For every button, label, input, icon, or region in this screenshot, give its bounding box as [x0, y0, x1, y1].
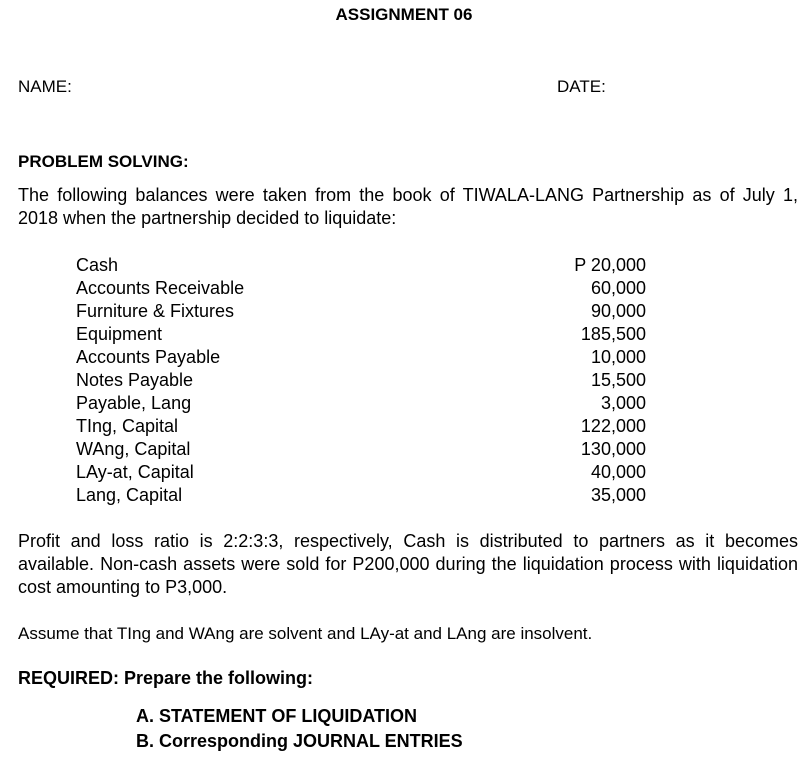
- balance-row: [76, 277, 646, 300]
- balance-amount: 130,000: [580, 439, 646, 459]
- balance-row: [76, 484, 646, 507]
- balance-account: Equipment: [76, 324, 163, 344]
- balance-account: WAng, Capital: [76, 439, 191, 459]
- balance-amount: 3,000: [600, 393, 646, 413]
- balance-account: Payable, Lang: [76, 393, 192, 413]
- problem-solving-heading: PROBLEM SOLVING:: [18, 152, 189, 171]
- balance-row: [76, 415, 646, 438]
- balance-amount: 90,000: [590, 301, 646, 321]
- balance-account: Accounts Payable: [76, 347, 221, 367]
- balance-amount: 15,500: [590, 370, 646, 390]
- date-label: DATE:: [557, 77, 606, 96]
- name-label: NAME:: [18, 77, 72, 96]
- balance-amount: P 20,000: [574, 255, 646, 275]
- balance-account: Furniture & Fixtures: [76, 301, 235, 321]
- solvency-assumption: Assume that TIng and WAng are solvent and LAy-at and LAng are insolvent.: [18, 624, 593, 643]
- balance-account: Cash: [76, 255, 119, 275]
- balance-amount: 35,000: [590, 485, 646, 505]
- balance-row: [76, 369, 646, 392]
- profit-loss-ratio-paragraph: Profit and loss ratio is 2:2:3:3, respectively, Cash is distributed to partners as it becomes available. Non-cash assets were sold for P200,000 during the liquidation process with liquidation cost amounting to P3,000.: [18, 531, 798, 597]
- balance-amount: 185,500: [580, 324, 646, 344]
- balance-amount: 60,000: [590, 278, 646, 298]
- balance-account: Notes Payable: [76, 370, 194, 390]
- balance-account: TIng, Capital: [76, 416, 179, 436]
- required-item-statement: A. STATEMENT OF LIQUIDATION: [136, 706, 417, 726]
- balance-row: [76, 346, 646, 369]
- balance-row: [76, 392, 646, 415]
- balance-amount: 40,000: [590, 462, 646, 482]
- required-item-journal: B. Corresponding JOURNAL ENTRIES: [136, 731, 463, 751]
- assignment-title: ASSIGNMENT 06: [335, 5, 473, 24]
- balance-account: Lang, Capital: [76, 485, 183, 505]
- balance-account: LAy-at, Capital: [76, 462, 194, 482]
- balance-row: [76, 323, 646, 346]
- balances-table: [76, 254, 646, 507]
- balance-account: Accounts Receivable: [76, 278, 245, 298]
- balance-amount: 122,000: [580, 416, 646, 436]
- balance-amount: 10,000: [590, 347, 646, 367]
- problem-intro-paragraph: The following balances were taken from the book of TIWALA-LANG Partnership as of July 1, 2018 when the partnership decided to liquidate:: [18, 185, 798, 228]
- balance-row: [76, 461, 646, 484]
- balance-row: [76, 300, 646, 323]
- balance-row: [76, 438, 646, 461]
- required-heading: REQUIRED: Prepare the following:: [18, 668, 314, 688]
- balance-row: [76, 254, 646, 277]
